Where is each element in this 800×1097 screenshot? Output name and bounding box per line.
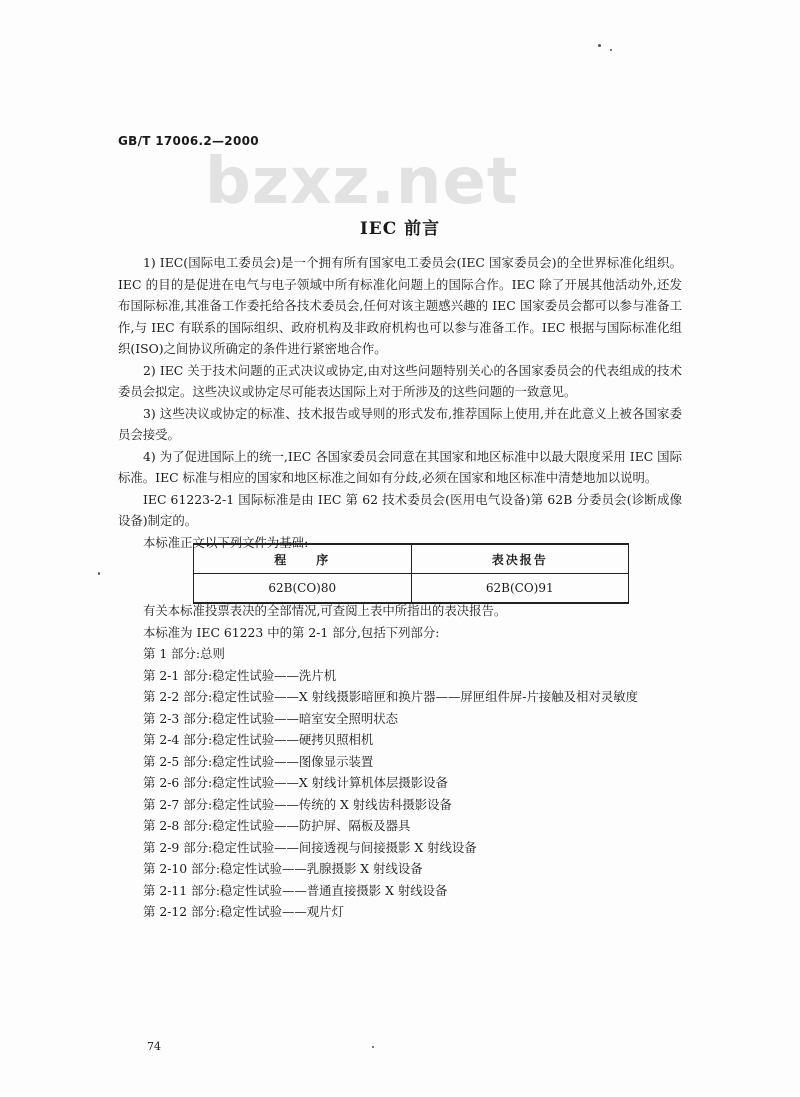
page-number: 74 xyxy=(147,1040,161,1053)
documents-table-wrap xyxy=(193,543,629,604)
scan-speck xyxy=(598,44,601,47)
list-item: 第 2-12 部分:稳定性试验——观片灯 xyxy=(143,904,344,919)
table-header-voting-report: 表决报告 xyxy=(411,544,629,574)
standard-code: GB/T 17006.2—2000 xyxy=(118,134,259,148)
table-row xyxy=(194,574,629,604)
body-text xyxy=(118,252,682,553)
paragraph-1: 1) IEC(国际电工委员会)是一个拥有所有国家电工委员会(IEC 国家委员会)的全世界标准化组织。IEC 的目的是促进在电气与电子领域中所有标准化问题上的国际合作。IEC 除了开展其他活动外,还发布国际标准,其准备工作委托给各技术委员会,任何对该主题感兴趣的 IEC 国家委员会都可以参与准备工作,与 IEC 有联系的国际组织、政府机构及非政府机构也可以参与准备工作。IEC 根据与国际标准化组织(ISO)之间协议所确定的条件进行紧密地合作。 xyxy=(118,255,682,356)
watermark-text: bzxz.net xyxy=(205,145,519,219)
list-item: 第 2-6 部分:稳定性试验——X 射线计算机体层摄影设备 xyxy=(143,775,448,790)
documents-table xyxy=(193,543,629,604)
paragraph-parts-intro: 本标准为 IEC 61223 中的第 2-1 部分,包括下列部分: xyxy=(143,624,440,640)
list-item: 第 2-8 部分:稳定性试验——防护屏、隔板及器具 xyxy=(143,818,411,833)
scan-speck xyxy=(610,49,612,51)
list-item: 第 2-4 部分:稳定性试验——硬拷贝照相机 xyxy=(143,732,374,747)
list-item: 第 2-9 部分:稳定性试验——间接透视与间接摄影 X 射线设备 xyxy=(143,839,477,855)
table-header-row xyxy=(194,544,629,574)
table-cell-procedure: 62B(CO)80 xyxy=(194,574,412,604)
paragraph-3: 3) 这些决议或协定的标准、技术报告或导则的形式发布,推荐国际上使用,并在此意义上被各国家委员会接受。 xyxy=(118,405,682,442)
list-item: 第 2-5 部分:稳定性试验——图像显示装置 xyxy=(143,753,374,769)
after-table-text xyxy=(118,600,682,643)
table-header-procedure: 程 序 xyxy=(194,544,412,574)
list-item: 第 2-2 部分:稳定性试验——X 射线摄影暗匣和换片器——屏匣组件屏-片接触及相对灵敏度 xyxy=(143,689,639,704)
list-item: 第 2-3 部分:稳定性试验——暗室安全照明状态 xyxy=(143,710,399,726)
list-item: 第 2-11 部分:稳定性试验——普通直接摄影 X 射线设备 xyxy=(143,882,448,898)
paragraph-2: 2) IEC 关于技术问题的正式决议或协定,由对这些问题特别关心的各国家委员会的代表组成的技术委员会拟定。这些决议或协定尽可能表达国际上对于所涉及的这些问题的一致意见。 xyxy=(118,362,682,399)
paragraph-4: 4) 为了促进国际上的统一,IEC 各国家委员会同意在其国家和地区标准中以最大限度采用 IEC 国际标准。IEC 标准与相应的国家和地区标准之间如有分歧,必须在国家和地区标准中清楚地加以说明。 xyxy=(118,448,682,485)
paragraph-voting-note: 有关本标准投票表决的全部情况,可查阅上表中所指出的表决报告。 xyxy=(143,603,507,618)
list-item: 第 2-10 部分:稳定性试验——乳腺摄影 X 射线设备 xyxy=(143,861,423,876)
parts-list xyxy=(143,643,703,923)
table-cell-voting-report: 62B(CO)91 xyxy=(411,574,629,604)
paragraph-5: IEC 61223-2-1 国际标准是由 IEC 第 62 技术委员会(医用电气设备)第 62B 分委员会(诊断成像设备)制定的。 xyxy=(118,491,682,528)
paragraph-6: 本标准正文以下列文件为基础: xyxy=(143,534,309,550)
list-item: 第 2-1 部分:稳定性试验——洗片机 xyxy=(143,667,337,683)
list-item: 第 2-7 部分:稳定性试验——传统的 X 射线齿科摄影设备 xyxy=(143,796,452,812)
page-title: IEC 前言 xyxy=(359,219,441,239)
scan-speck xyxy=(372,1046,374,1048)
list-item: 第 1 部分:总则 xyxy=(143,646,225,661)
scan-speck xyxy=(98,572,100,575)
